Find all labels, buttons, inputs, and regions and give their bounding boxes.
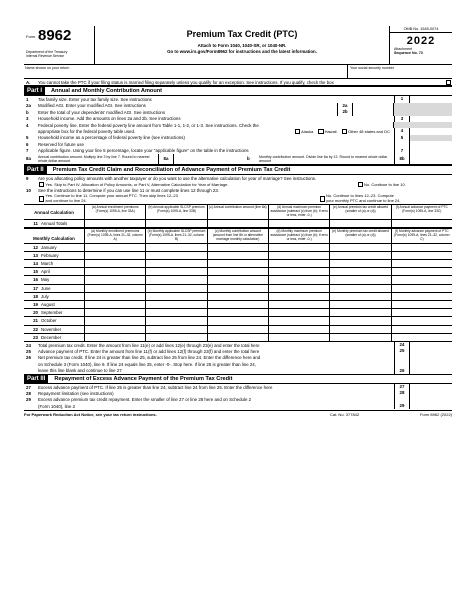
month-cell[interactable] [268, 317, 329, 325]
line-27-number: 27 [26, 384, 31, 390]
line-box: 7 [394, 148, 409, 154]
monthly-calc-label: Monthly Calculation [33, 235, 75, 241]
month-row [24, 276, 452, 284]
month-label [24, 317, 84, 325]
line-text: Federal poverty line. Enter the federal poverty line amount from Table 1-1, 1-2, or 1-3. See instructions. Check the [38, 122, 259, 128]
month-cell[interactable] [329, 301, 390, 309]
month-cell[interactable] [391, 244, 452, 252]
month-cell[interactable] [207, 252, 268, 260]
month-cell[interactable] [145, 317, 206, 325]
attach-note: Attach to Form 1040, 1040-SR, or 1040-NR. [197, 43, 287, 48]
month-row [24, 268, 452, 276]
month-label [24, 285, 84, 293]
line-10-no: No. Continue to lines 12–23. Compute [326, 193, 394, 199]
line-26-cont2-text: leave this line blank and continue to line 27 [38, 368, 122, 374]
line-25-box: 25 [394, 348, 409, 354]
line-25-text: Advance payment of PTC. Enter the amount from line 11(f) or add lines 12(f) through 23(f) and enter the total here [38, 349, 260, 355]
line-10-no-cont: your monthly PTC and continue to line 24. [326, 198, 401, 204]
month-cell[interactable] [329, 252, 390, 260]
month-row [24, 293, 452, 301]
month-cell[interactable] [145, 244, 206, 252]
month-cell[interactable] [207, 326, 268, 334]
month-cell[interactable] [145, 293, 206, 301]
monthly-col-c: (c) Monthly contribution amount (amount from line 8b or alternative marriage monthly calculation) [207, 229, 268, 243]
line-10-number: 10 [26, 188, 31, 194]
month-name: July [41, 293, 49, 299]
line-a-text: You cannot take the PTC if your filing status is married filing separately unless you qualify for an exception. See instructions. If you qualify, check the box [38, 79, 334, 85]
line-29-cont-box: 29 [394, 403, 409, 409]
footer-notice: For Paperwork Reduction Act Notice, see your tax return instructions. [24, 412, 157, 418]
part-1-label: Part I [24, 87, 45, 95]
month-cell[interactable] [391, 334, 452, 342]
annual-calculation-header [24, 205, 452, 219]
part-3-lines [24, 384, 452, 410]
annual-col-a: (a) Annual enrollment premiums (Form(s) 1095-A, line 33A) [84, 205, 145, 219]
form-title-block [95, 26, 390, 64]
omb-block [390, 26, 452, 64]
month-cell[interactable] [268, 276, 329, 284]
line-9-no-checkbox[interactable] [358, 182, 363, 187]
form-number: 8962 [38, 27, 72, 44]
line-10-options [24, 194, 452, 205]
month-cell[interactable] [268, 326, 329, 334]
line-26-cont2-box: 26 [394, 368, 409, 374]
month-name: May [41, 277, 50, 283]
month-line-number: 17 [33, 285, 38, 291]
line-text: Tax family size. Enter your tax family size. See instructions [38, 97, 152, 103]
month-cell[interactable] [207, 317, 268, 325]
amount-8a[interactable] [173, 154, 244, 164]
part-1-header [24, 86, 452, 96]
part-1-line [24, 109, 452, 115]
line-text: Reserved for future use [38, 141, 84, 147]
footer-form: Form 8962 (2022) [419, 412, 452, 418]
month-cell[interactable] [329, 317, 390, 325]
line-26-number: 26 [26, 355, 31, 361]
month-line-number: 12 [33, 244, 38, 250]
line-9-yes: Yes. Skip to Part IV, Allocation of Policy Amounts, or Part V, Alternative Calculation for Year of Marriage. [45, 181, 229, 187]
month-line-number: 19 [33, 302, 38, 308]
month-name: September [41, 310, 63, 316]
goto-note: Go to www.irs.gov/Form8962 for instructions and the latest information. [167, 49, 317, 54]
line-9-options [24, 181, 452, 187]
form-prefix: Form [26, 34, 36, 39]
month-cell[interactable] [84, 301, 145, 309]
monthly-rows [24, 243, 452, 342]
line-11c[interactable] [207, 220, 268, 228]
month-cell[interactable] [84, 326, 145, 334]
line-8b-number: b [247, 156, 250, 162]
line-24-number: 24 [26, 342, 31, 348]
line-10-yes-checkbox[interactable] [39, 196, 44, 201]
month-cell[interactable] [84, 244, 145, 252]
line-number: 4 [26, 122, 29, 128]
part-3-header [24, 374, 452, 384]
month-cell[interactable] [391, 301, 452, 309]
month-cell[interactable] [391, 293, 452, 301]
poverty-table-option: Alaska [301, 129, 314, 135]
month-row [24, 326, 452, 334]
month-cell[interactable] [329, 293, 390, 301]
line-24 [24, 342, 452, 348]
month-cell[interactable] [207, 276, 268, 284]
month-cell[interactable] [391, 326, 452, 334]
month-cell[interactable] [329, 260, 390, 268]
box-8b: 8b [394, 154, 409, 164]
month-name: February [41, 252, 59, 258]
annual-col-b: (b) Annual applicable SLCSP premium (Form(s) 1095-A, line 33B) [145, 205, 206, 219]
month-line-number: 14 [33, 261, 38, 267]
form-8962 [24, 26, 452, 417]
month-label [24, 301, 84, 309]
month-row [24, 301, 452, 309]
form-id-block [24, 26, 95, 64]
monthly-col-d: (d) Monthly maximum premium assistance (subtract (c) from (b); if zero or less, enter -0-) [268, 229, 329, 243]
part-1-line [24, 135, 452, 141]
line-text: Enter the total of your dependents' modified AGI. See instructions [38, 109, 166, 115]
line-8 [24, 154, 452, 165]
month-line-number: 22 [33, 326, 38, 332]
month-line-number: 23 [33, 334, 38, 340]
month-cell[interactable] [84, 276, 145, 284]
line-number: 5 [26, 135, 29, 141]
month-cell[interactable] [145, 285, 206, 293]
line-8a-number: 8a [26, 156, 31, 162]
month-cell[interactable] [329, 268, 390, 276]
line-9-text: Are you allocating policy amounts with another taxpayer or do you want to use the alternative calculation for year of marriage? See instructions. [38, 175, 317, 181]
name-label: Name shown on your return [25, 65, 70, 70]
line-26-cont-text: on Schedule 3 (Form 1040), line 9. If line 24 equals line 25, enter -0-. Stop here. If line 25 is greater than line 24, [38, 361, 256, 367]
month-cell[interactable] [268, 252, 329, 260]
line-text: Household income as a percentage of federal poverty line (see instructions) [38, 135, 185, 141]
month-label [24, 293, 84, 301]
month-cell[interactable] [145, 334, 206, 342]
part-3-label: Part III [24, 375, 48, 383]
irs-label: Internal Revenue Service [26, 54, 65, 58]
line-27-text: Excess advance payment of PTC. If line 25 is greater than line 24, subtract line 24 from line 25. Enter the difference here [38, 384, 273, 390]
form-footer [24, 410, 452, 417]
month-cell[interactable] [84, 252, 145, 260]
taxpayer-info-row [24, 65, 452, 79]
month-line-number: 21 [33, 318, 38, 324]
line-11-label: 11 Annual Totals [24, 220, 84, 228]
line-26-text: Net premium tax credit. If line 24 is greater than line 25, subtract line 25 from line 24. Enter the difference here and [38, 355, 261, 361]
month-cell[interactable] [207, 260, 268, 268]
line-number: 6 [26, 141, 29, 147]
month-cell[interactable] [329, 276, 390, 284]
month-label [24, 276, 84, 284]
form-title: Premium Tax Credit (PTC) [186, 29, 298, 39]
month-row [24, 260, 452, 268]
sequence-number: Sequence No. 73 [394, 51, 423, 55]
part-1-line [24, 141, 452, 147]
line-box: 5 [394, 135, 409, 141]
month-cell[interactable] [84, 334, 145, 342]
box-8a: 8a [158, 154, 173, 164]
line-29-cont-amount[interactable] [409, 403, 452, 409]
line-9-number: 9 [26, 175, 29, 181]
line-a [24, 79, 452, 86]
part-2-title: Premium Tax Credit Claim and Reconciliation of Advance Payment of Premium Tax Credit [52, 166, 291, 173]
inner-line-amount[interactable] [352, 109, 393, 115]
line-24-text: Total premium tax credit. Enter the amount from line 11(e) or add lines 12(e) through 23(e) and enter the total here [38, 342, 260, 348]
line-11f[interactable] [391, 220, 452, 228]
line-26-cont [24, 361, 452, 367]
month-name: March [41, 261, 54, 267]
month-cell[interactable] [145, 268, 206, 276]
month-name: October [41, 318, 57, 324]
line-24-box: 24 [394, 342, 409, 348]
month-line-number: 15 [33, 269, 38, 275]
line-27-box: 27 [394, 384, 409, 390]
month-cell[interactable] [145, 326, 206, 334]
line-28-box: 28 [394, 390, 409, 396]
month-name: April [41, 269, 50, 275]
line-number: 2a [26, 103, 31, 109]
month-cell[interactable] [268, 334, 329, 342]
line-text: Household income. Add the amounts on lines 2a and 2b. See instructions [38, 116, 181, 122]
month-cell[interactable] [268, 301, 329, 309]
month-line-number: 16 [33, 277, 38, 283]
month-cell[interactable] [207, 285, 268, 293]
month-row [24, 334, 452, 342]
month-cell[interactable] [391, 268, 452, 276]
month-line-number: 13 [33, 252, 38, 258]
line-29 [24, 397, 452, 403]
poverty-table-checkbox[interactable] [342, 129, 347, 134]
line-10-yes-cont: and continue to line 24. [45, 198, 87, 204]
month-row [24, 309, 452, 317]
poverty-table-option: Other 48 states and DC [347, 129, 390, 135]
line-text: Modified AGI. Enter your modified AGI. See instructions [38, 103, 146, 109]
month-cell[interactable] [84, 260, 145, 268]
part-2-label: Part II [24, 166, 47, 174]
month-row [24, 244, 452, 252]
monthly-col-b: (b) Monthly applicable SLCSP premium (Form(s) 1095-A, lines 21–32, column B) [145, 229, 206, 243]
line-28-text: Repayment limitation (see instructions) [38, 390, 114, 396]
annual-col-d: (d) Annual maximum premium assistance (subtract (c) from (b); if zero or less, enter -0-) [268, 205, 329, 219]
month-cell[interactable] [207, 244, 268, 252]
line-box: 3 [394, 116, 409, 122]
omb-number: OMB No. 1545-0074 [390, 26, 452, 33]
name-field[interactable] [24, 65, 347, 78]
line-28 [24, 390, 452, 396]
month-cell[interactable] [207, 309, 268, 317]
line-number: 7 [26, 148, 29, 154]
part-2-totals [24, 342, 452, 374]
attachment-label: Attachment [394, 47, 413, 51]
month-cell[interactable] [145, 301, 206, 309]
month-label [24, 260, 84, 268]
month-cell[interactable] [207, 268, 268, 276]
line-number: 1 [26, 97, 29, 103]
line-26 [24, 355, 452, 361]
month-cell[interactable] [145, 309, 206, 317]
line-26-cont2-amount[interactable] [409, 368, 452, 374]
line-number: 3 [26, 116, 29, 122]
form-header [24, 26, 452, 65]
monthly-col-e: (e) Monthly premium tax credit allowed (smaller of (a) or (d)) [329, 229, 390, 243]
month-label [24, 334, 84, 342]
line-a-number: A. [26, 79, 31, 85]
month-name: June [41, 285, 51, 291]
month-label [24, 252, 84, 260]
line-a-checkbox[interactable] [446, 80, 451, 85]
month-cell[interactable] [391, 252, 452, 260]
month-cell[interactable] [329, 285, 390, 293]
month-cell[interactable] [391, 285, 452, 293]
month-label [24, 244, 84, 252]
month-cell[interactable] [84, 317, 145, 325]
poverty-table-option: Hawaii [324, 129, 337, 135]
month-row [24, 285, 452, 293]
month-name: December [41, 334, 62, 340]
part-1-title: Annual and Monthly Contribution Amount [51, 88, 163, 95]
month-cell[interactable] [268, 285, 329, 293]
line-number: b [26, 109, 29, 115]
month-label [24, 268, 84, 276]
month-name: August [41, 302, 55, 308]
line-text: appropriate box for the federal poverty table used. [38, 129, 136, 135]
line-10-no-checkbox[interactable] [320, 196, 325, 201]
ssn-field[interactable] [347, 65, 452, 78]
month-cell[interactable] [391, 309, 452, 317]
month-row [24, 317, 452, 325]
month-cell[interactable] [84, 285, 145, 293]
amount-8b[interactable] [409, 154, 452, 164]
poverty-table-checkbox[interactable] [318, 129, 323, 134]
month-cell[interactable] [268, 268, 329, 276]
line-11a[interactable] [84, 220, 145, 228]
annual-col-c: (c) Annual contribution amount (line 8a) [207, 205, 268, 219]
annual-calc-label: Annual Calculation [34, 210, 74, 216]
month-cell[interactable] [391, 276, 452, 284]
monthly-col-f: (f) Monthly advance payment of PTC (Form(s) 1095-A, lines 21–32, column C) [391, 229, 452, 243]
line-27 [24, 384, 452, 390]
line-29-cont [24, 403, 452, 409]
line-8a-text: Annual contribution amount. Multiply line 3 by line 7. Round to nearest whole dollar amount [38, 154, 150, 163]
month-name: January [41, 244, 57, 250]
line-box: 1 [394, 96, 409, 102]
annual-col-f: (f) Annual advance payment of PTC (Form(s) 1095-A, line 33C) [391, 205, 452, 219]
part-3-title: Repayment of Excess Advance Payment of the Premium Tax Credit [54, 375, 233, 382]
ssn-label: Your social security number [350, 65, 395, 70]
month-cell[interactable] [268, 260, 329, 268]
month-name: November [41, 326, 62, 332]
line-text: Applicable figure. Using your line 5 percentage, locate your "applicable figure" on the table in the instructions [38, 148, 249, 154]
line-8b-text: Monthly contribution amount. Divide line 8a by 12. Round to nearest whole dollar amount [259, 154, 388, 163]
month-cell[interactable] [268, 244, 329, 252]
line-25-number: 25 [26, 349, 31, 355]
line-10-yes: Yes. Continue to line 11. Compute your annual PTC. Then skip lines 12–23 [45, 193, 178, 199]
month-cell[interactable] [84, 293, 145, 301]
line-11-row [24, 219, 452, 228]
poverty-table-checkbox[interactable] [295, 129, 300, 134]
part-2-header [24, 165, 452, 175]
month-cell[interactable] [84, 309, 145, 317]
line-25 [24, 348, 452, 354]
line-9-yes-checkbox[interactable] [39, 182, 44, 187]
month-label [24, 326, 84, 334]
annual-col-e: (e) Annual premium tax credit allowed (smaller of (a) or (d)) [329, 205, 390, 219]
month-cell[interactable] [207, 334, 268, 342]
line-29-cont-text: (Form 1040), line 2 [38, 403, 76, 409]
month-cell[interactable] [84, 268, 145, 276]
month-line-number: 18 [33, 293, 38, 299]
line-9-no: No. Continue to line 10. [364, 181, 406, 187]
line-26-cont2 [24, 368, 452, 374]
line-11e[interactable] [329, 220, 390, 228]
month-cell[interactable] [329, 244, 390, 252]
monthly-col-a: (a) Monthly enrollment premiums (Form(s) 1095-A, lines 21–32, column A) [84, 229, 145, 243]
month-cell[interactable] [329, 326, 390, 334]
month-cell[interactable] [329, 334, 390, 342]
month-cell[interactable] [268, 309, 329, 317]
line-9 [24, 175, 452, 181]
dept-label: Department of the Treasury [26, 50, 68, 54]
line-28-number: 28 [26, 390, 31, 396]
month-line-number: 20 [33, 310, 38, 316]
line-29-number: 29 [26, 397, 31, 403]
part-1-line [24, 122, 452, 128]
month-label [24, 309, 84, 317]
part-1-line [24, 128, 452, 134]
month-cell[interactable] [329, 309, 390, 317]
line-29-text: Excess advance premium tax credit repayment. Enter the smaller of line 27 or line 28 here and on Schedule 2 [38, 397, 252, 403]
month-cell[interactable] [391, 317, 452, 325]
line-box: 4 [394, 128, 409, 134]
tax-year: 2022 [406, 35, 436, 47]
month-cell[interactable] [145, 260, 206, 268]
line-11d[interactable] [268, 220, 329, 228]
footer-cat: Cat. No. 37784Z [329, 412, 360, 418]
month-cell[interactable] [207, 301, 268, 309]
inner-line-box: 2a [337, 103, 352, 109]
part-1-lines [24, 96, 452, 154]
month-cell[interactable] [207, 293, 268, 301]
inner-line-box: 2b [337, 109, 352, 115]
monthly-calculation-header [24, 228, 452, 243]
line-11b[interactable] [145, 220, 206, 228]
part-1-line [24, 116, 452, 122]
month-cell[interactable] [145, 252, 206, 260]
month-cell[interactable] [391, 260, 452, 268]
month-row [24, 252, 452, 260]
month-cell[interactable] [268, 293, 329, 301]
month-cell[interactable] [145, 276, 206, 284]
line-10-text: See the instructions to determine if you can use line 11 or must complete lines 12 through 23. [38, 188, 220, 194]
